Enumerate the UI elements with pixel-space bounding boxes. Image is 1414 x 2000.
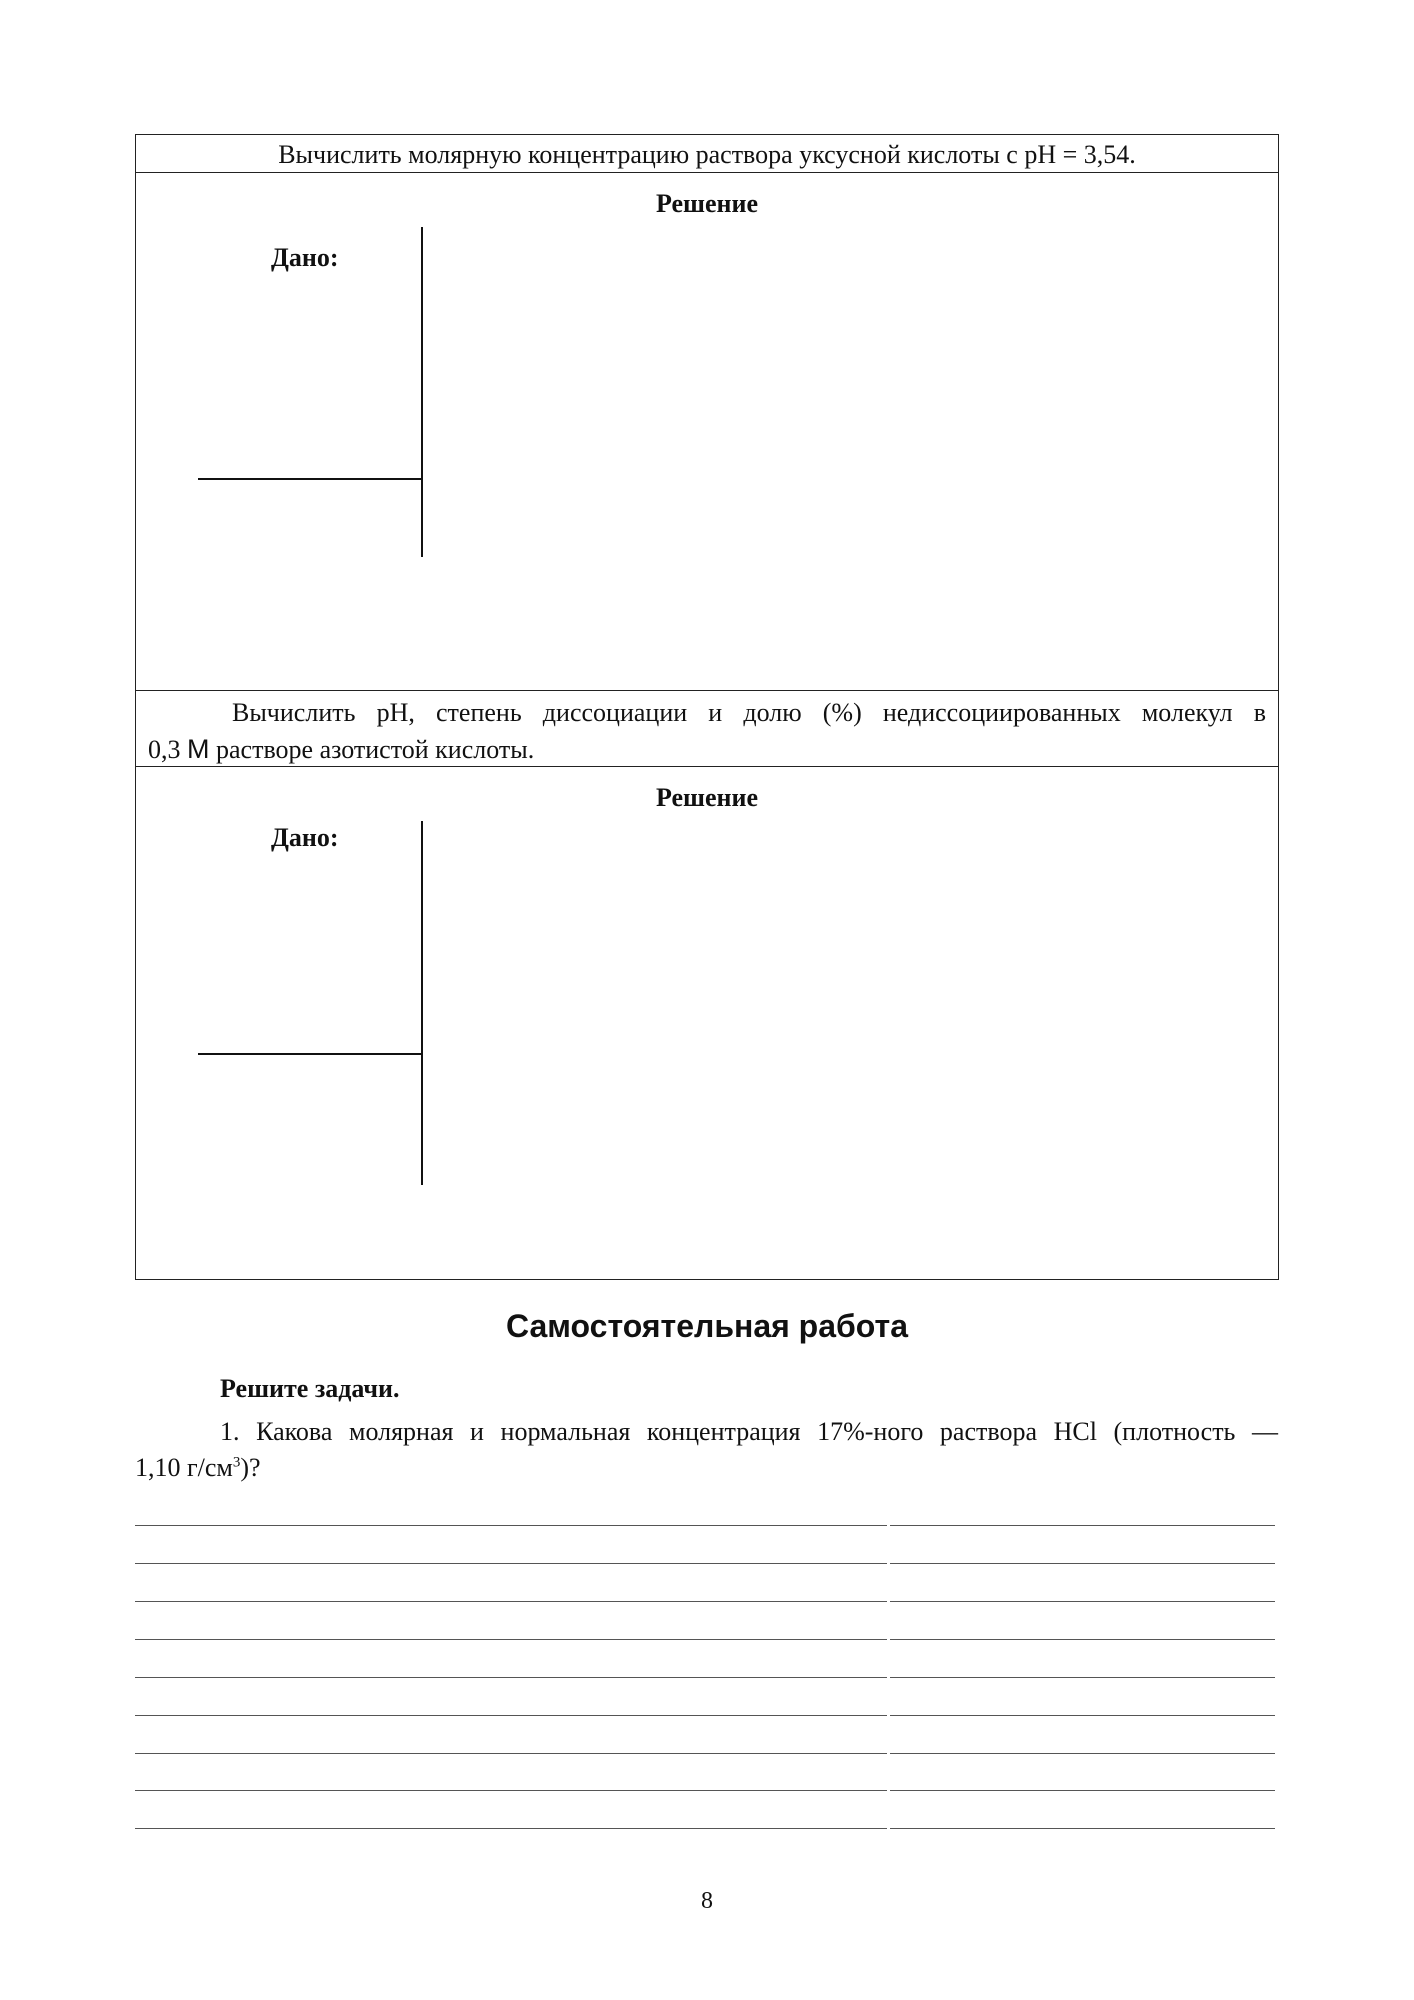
answer-line[interactable]: [135, 1525, 1275, 1526]
task1-prompt: Вычислить молярную концентрацию раствора уксусной кислоты с pH = 3,54.: [278, 140, 1136, 169]
answer-line[interactable]: [135, 1601, 1275, 1602]
answer-line[interactable]: [135, 1677, 1275, 1678]
task2-given-label: Дано:: [271, 823, 339, 852]
task2-prompt-line2-unit: М: [187, 734, 210, 764]
task2-prompt-line1: Вычислить pH, степень диссоциации и долю (%) недиссоциированных молекул в: [232, 698, 1266, 727]
problem1-line1: 1. Какова молярная и нормальная концентрация 17%-ного раствора HCl (плотность —: [220, 1417, 1278, 1446]
task2-prompt-line2-suffix: растворе азотистой кислоты.: [209, 735, 535, 764]
problem1-line2-superscript: 3: [232, 1454, 241, 1471]
task2-solution-title: Решение: [655, 783, 759, 812]
task1-prompt-box: [135, 134, 1279, 174]
answer-line[interactable]: [135, 1753, 1275, 1754]
problem1-line2: [135, 1450, 261, 1486]
task2-solution-box: [135, 766, 1279, 1280]
task2-given-divider-horizontal: [198, 1053, 422, 1055]
task1-given-divider-horizontal: [198, 478, 422, 480]
task2-prompt-box: [135, 690, 1279, 768]
problem1-line2-suffix: )?: [240, 1453, 261, 1482]
task1-solution-title: Решение: [655, 189, 759, 218]
task2-prompt-line2-prefix: 0,3: [148, 735, 187, 764]
page-number: 8: [701, 1888, 713, 1914]
answer-line[interactable]: [135, 1715, 1275, 1716]
task2-prompt-line2: [148, 731, 534, 768]
task1-solution-box: [135, 172, 1279, 692]
independent-work-instruction: Решите задачи.: [220, 1374, 400, 1403]
independent-work-title: Самостоятельная работа: [506, 1308, 908, 1344]
answer-line[interactable]: [135, 1563, 1275, 1564]
problem1-line2-prefix: 1,10 г/см: [135, 1453, 233, 1482]
answer-line[interactable]: [135, 1639, 1275, 1640]
task1-given-label: Дано:: [271, 243, 339, 272]
answer-line[interactable]: [135, 1828, 1275, 1829]
answer-line[interactable]: [135, 1790, 1275, 1791]
task2-given-divider-vertical: [421, 821, 423, 1185]
task1-given-divider-vertical: [421, 227, 423, 557]
